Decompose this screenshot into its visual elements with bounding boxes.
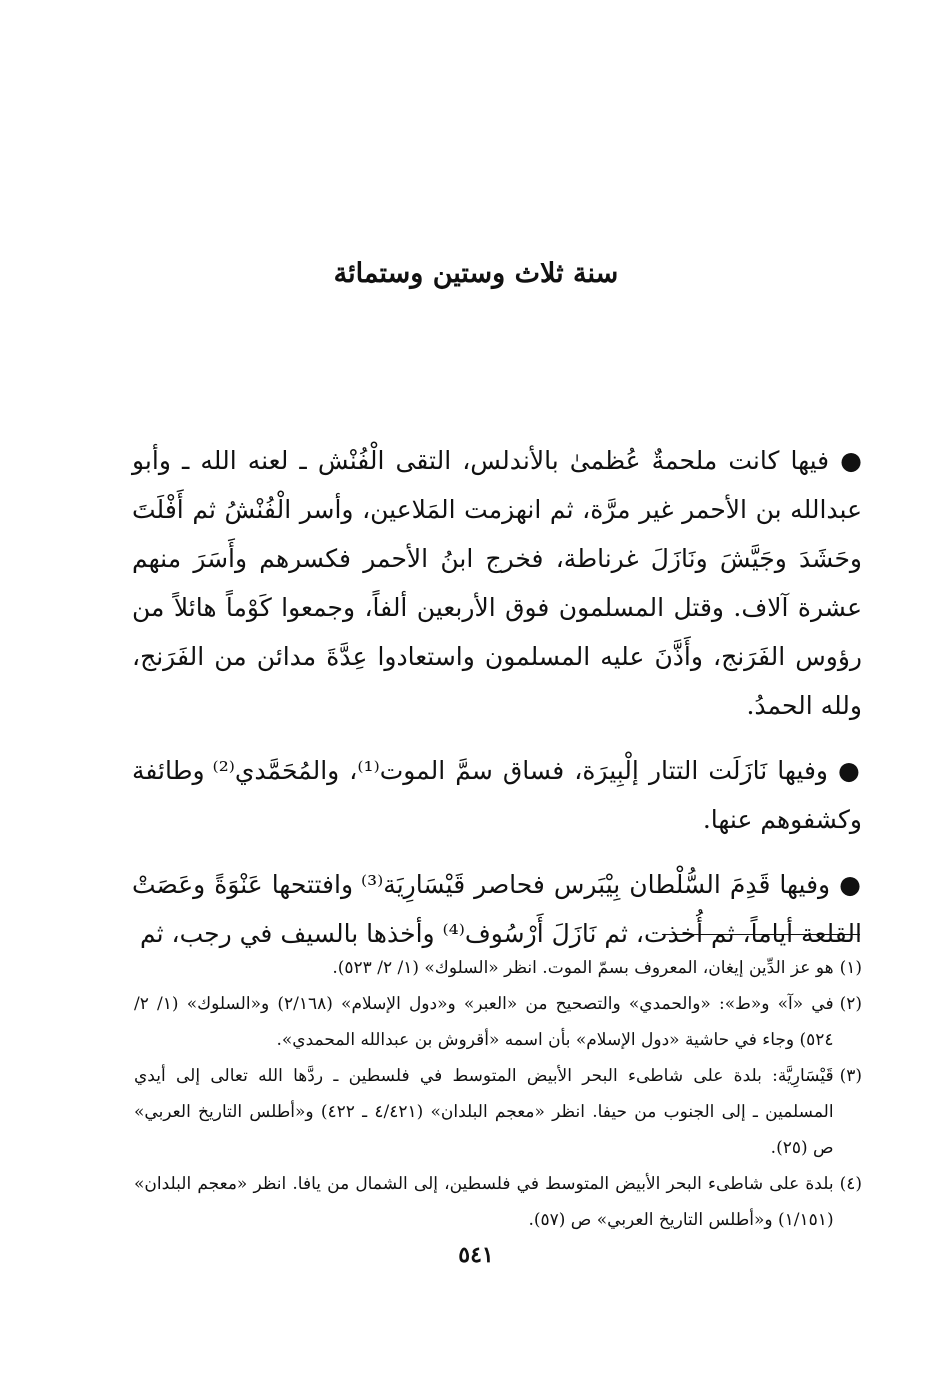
- footnote-number: (٤): [839, 1174, 862, 1194]
- footnote-number: (٣): [839, 1066, 862, 1086]
- footnote-text: قَيْسَارِيَّة: بلدة على شاطىء البحر الأبيض المتوسط في فلسطين ـ ردَّها الله تعالى إلى أيدي المسلمين ـ إلى الجنوب من حيفا. انظر «معجم البلدان» (٤/٤٢١ ـ ٤٢٢) و«أطلس التاريخ العربي» ص (٢٥).: [134, 1066, 834, 1158]
- footnote-text: هو عز الدِّين إيغان، المعروف بسمّ الموت. انظر «السلوك» (١/ ٢/ ٥٢٣).: [332, 958, 834, 978]
- footnote-2: [134, 986, 862, 1058]
- page-number: ٥٤١: [458, 1242, 494, 1268]
- chapter-title: سنة ثلاث وستين وستمائة: [333, 258, 619, 289]
- paragraph-3: ● وفيها قَدِمَ السُّلْطان بِيْبَرس فحاصر قَيْسَارِيَة⁽³⁾ وافتتحها عَنْوَةً وعَصَتْ القلعة أياماً، ثم أُخذت، ثم نَازَلَ أَرْسُوف⁽⁴⁾ وأخذها بالسيف في رجب، ثم: [132, 870, 862, 948]
- footnote-number: (٢): [839, 994, 862, 1014]
- footnote-4: [134, 1166, 862, 1238]
- paragraph-1: ● فيها كانت ملحمةٌ عُظمىٰ بالأندلس، التقى الْفُنْش ـ لعنه الله ـ وأبو عبدالله بن الأحمر غير مرَّة، ثم انهزمت المَلاعين، وأسر الْفُنْشُ ثم أَفْلَتَ وحَشَدَ وجَيَّشَ ونَازَلَ غرناطة، فخرج ابنُ الأحمر فكسرهم وأَسَرَ منهم عشرة آلاف. وقتل المسلمون فوق الأربعين ألفاً، وجمعوا كَوْماً هائلاً من رؤوس الفَرَنج، وأَذَّنَ عليه المسلمون واستعادوا عِدَّةَ مدائن من الفَرَنج، ولله الحمدُ.: [132, 446, 862, 720]
- paragraph-2: ● وفيها نَازَلَت التتار إلْبِيرَة، فساق سمَّ الموت⁽¹⁾، والمُحَمَّدي⁽²⁾ وطائفة وكشفوهم عنها.: [132, 756, 863, 834]
- footnote-1: [134, 950, 862, 986]
- footnote-text: في «آ» و«ط»: «والحمدي» والتصحيح من «العبر» و«دول الإسلام» (٢/١٦٨) و«السلوك» (١/ ٢/ ٥٢٤) وجاء في حاشية «دول الإسلام» بأن اسمه «أقروش بن عبدالله المحمدي».: [134, 994, 834, 1050]
- footnote-3: [134, 1058, 862, 1166]
- footnote-number: (١): [839, 958, 862, 978]
- footnote-divider: [662, 934, 860, 935]
- footnote-text: بلدة على شاطىء البحر الأبيض المتوسط في فلسطين، إلى الشمال من يافا. انظر «معجم البلدان» (١/١٥١) و«أطلس التاريخ العربي» ص (٥٧).: [134, 1174, 834, 1230]
- main-text: [132, 436, 862, 974]
- footnotes: [134, 950, 862, 1238]
